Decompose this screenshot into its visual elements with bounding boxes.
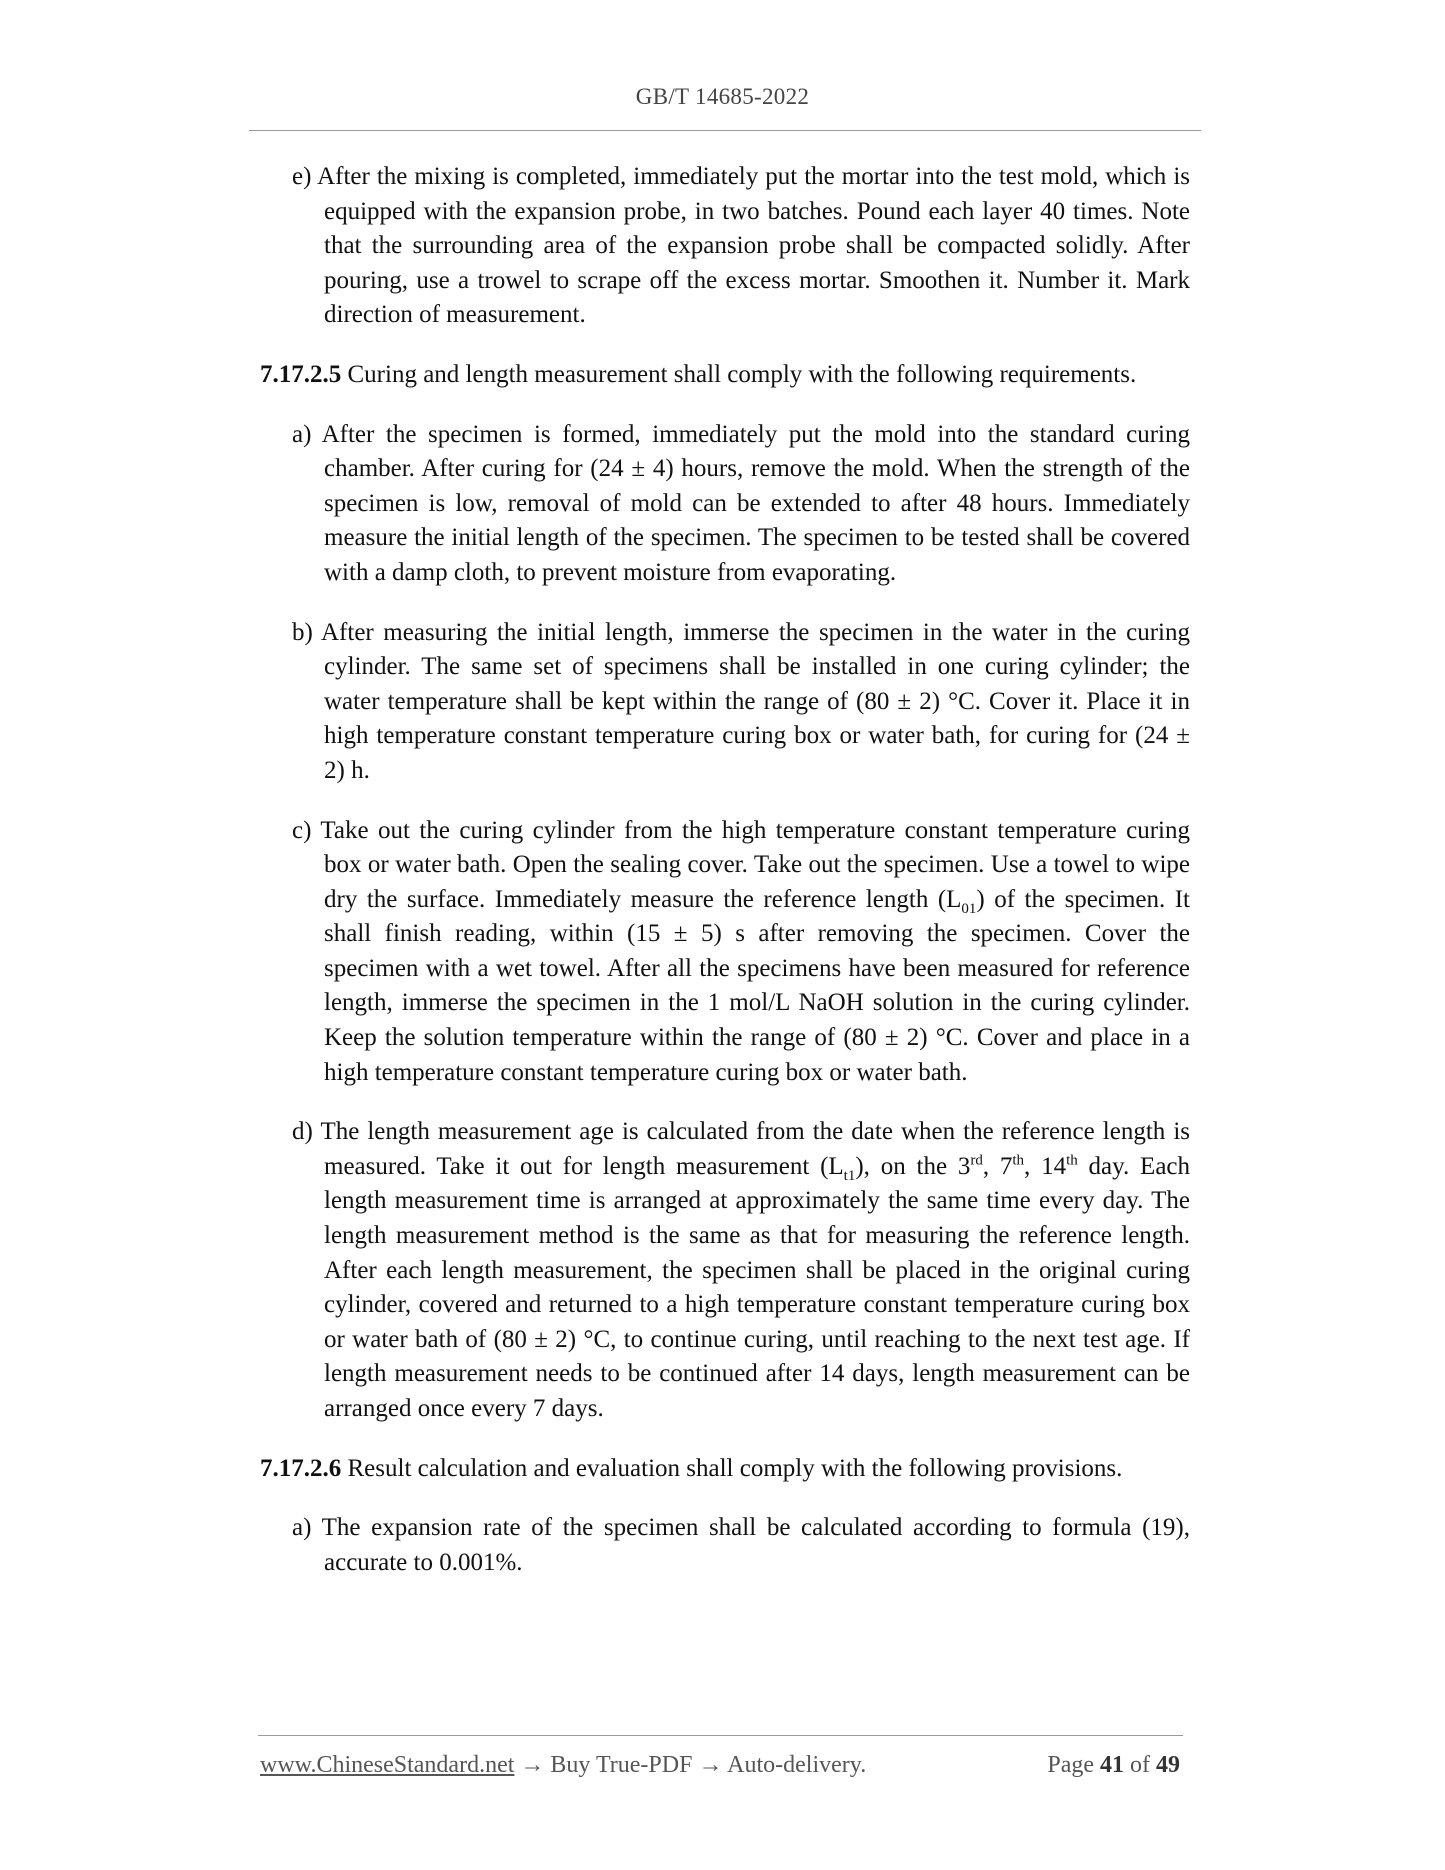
clause-number: 7.17.2.5 bbox=[260, 360, 342, 388]
subscript: t1 bbox=[843, 1167, 856, 1184]
item-text: After the specimen is formed, immediately put the mold into the standard curing chamber. After curing for (24 ± 4) hours, remove the mold. When the strength of the specimen is low, removal of mold can be extended to after 48 hours. Immediately measure the initial length of the specimen. The specimen to be tested shall be covered with a damp cloth, to prevent moisture from evaporating. bbox=[321, 420, 1190, 586]
item-text: After the mixing is completed, immediately put the mortar into the test mold, which is equipped with the expansion probe, in two batches. Pound each layer 40 times. Note that the surrounding area of the expansion probe shall be compacted solidly. After pouring, use a trowel to scrape off the excess mortar. Smoothen it. Number it. Mark direction of measurement. bbox=[317, 163, 1190, 329]
running-header: GB/T 14685-2022 bbox=[635, 84, 810, 109]
clause-7-17-2-6 bbox=[260, 1452, 1190, 1487]
item-marker: e) bbox=[292, 163, 312, 190]
item-text-part: , 14 bbox=[1024, 1152, 1067, 1180]
item-text-part: ) of the specimen. It shall finish reading, within (15 ± 5) s after removing the specimen. Cover the specimen with a wet towel. After all the specimens have been measured for reference length, immerse the specimen in the 1 mol/L NaOH solution in the curing cylinder. Keep the solution temperature within the range of (80 ± 2) °C. Cover and place in a high temperature constant temperature curing box or water bath. bbox=[324, 885, 1191, 1086]
clause-text: Curing and length measurement shall comply with the following requirements. bbox=[347, 360, 1137, 388]
clause-text: Result calculation and evaluation shall comply with the following provisions. bbox=[347, 1454, 1123, 1482]
page-number: 41 bbox=[1100, 1752, 1124, 1778]
page-indicator bbox=[1047, 1752, 1180, 1779]
superscript: th bbox=[1012, 1152, 1025, 1169]
arrow-right-icon: → bbox=[520, 1752, 545, 1778]
list-item-d bbox=[292, 1115, 1190, 1426]
item-marker: b) bbox=[292, 618, 313, 646]
list-item-b bbox=[292, 616, 1190, 789]
item-text-part: , 7 bbox=[982, 1152, 1013, 1180]
header-divider bbox=[249, 130, 1201, 131]
item-text-part: Take out the curing cylinder from the high temperature constant temperature curing box or water bath. Open the sealing cover. Take out the specimen. Use a towel to wipe dry the surface. Immediately measure the reference length (L bbox=[320, 816, 1190, 913]
clause-7-17-2-5 bbox=[260, 358, 1190, 393]
footer-divider bbox=[258, 1735, 1183, 1736]
item-text-part: The length measurement age is calculated from the date when the reference length is measured. Take it out for length measurement (L bbox=[320, 1118, 1190, 1180]
superscript: rd bbox=[970, 1152, 983, 1169]
item-marker: c) bbox=[292, 816, 312, 844]
subscript: 01 bbox=[961, 900, 977, 917]
list-item-a bbox=[292, 418, 1190, 591]
clause-number: 7.17.2.6 bbox=[260, 1454, 342, 1482]
item-text: After measuring the initial length, immerse the specimen in the water in the curing cylinder. The same set of specimens shall be installed in one curing cylinder; the water temperature shall be kept within the range of (80 ± 2) °C. Cover it. Place it in high temperature constant temperature curing box or water bath, for curing for (24 ± 2) h. bbox=[321, 618, 1190, 784]
item-text: The expansion rate of the specimen shall be calculated according to formula (19), accurate to 0.001%. bbox=[321, 1514, 1190, 1576]
superscript: th bbox=[1066, 1152, 1078, 1169]
list-item-e bbox=[292, 160, 1190, 333]
list-item-a-result bbox=[292, 1511, 1190, 1580]
page-label: Page bbox=[1047, 1752, 1094, 1778]
item-text-part: day. Each length measurement time is arranged at approximately the same time every day. The length measurement method is the same as that for measuring the reference length. After each length measurement, the specimen shall be placed in the original curing cylinder, covered and returned to a high temperature constant temperature curing box or water bath of (80 ± 2) °C, to continue curing, until reaching to the next test age. If length measurement needs to be continued after 14 days, length measurement can be arranged once every 7 days. bbox=[324, 1152, 1191, 1422]
item-marker: a) bbox=[292, 1514, 312, 1542]
item-marker: a) bbox=[292, 420, 312, 448]
of-label: of bbox=[1130, 1752, 1150, 1778]
buy-pdf-text: Buy True-PDF bbox=[550, 1752, 693, 1778]
arrow-right-icon: → bbox=[698, 1752, 723, 1778]
footer-promo bbox=[260, 1752, 866, 1779]
page-body bbox=[260, 160, 1190, 1605]
item-text-part: ), on the 3 bbox=[855, 1152, 971, 1180]
item-marker: d) bbox=[292, 1118, 313, 1146]
list-item-c bbox=[292, 814, 1190, 1091]
auto-delivery-text: Auto-delivery. bbox=[727, 1752, 867, 1778]
page-total: 49 bbox=[1156, 1752, 1180, 1778]
website-link[interactable]: www.ChineseStandard.net bbox=[260, 1752, 515, 1778]
